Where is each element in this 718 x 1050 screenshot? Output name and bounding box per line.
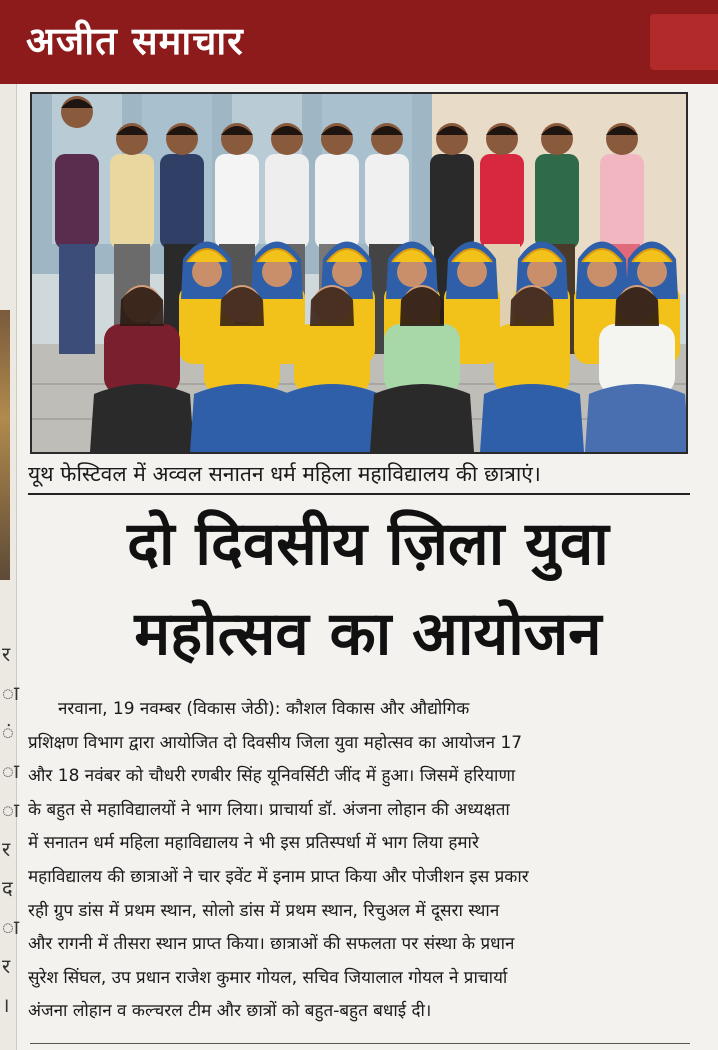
article-line: नरवाना, 19 नवम्बर (विकास जेठी): कौशल विकास और औद्योगिक bbox=[58, 699, 470, 719]
article-line: प्रशिक्षण विभाग द्वारा आयोजित दो दिवसीय जिला युवा महोत्सव का आयोजन 17 bbox=[28, 732, 523, 753]
article-line: सुरेश सिंघल, उप प्रधान राजेश कुमार गोयल, सचिव जियालाल गोयल ने प्राचार्या bbox=[28, 967, 508, 988]
caption-divider bbox=[28, 493, 690, 495]
article-body bbox=[28, 693, 690, 1029]
article-line: के बहुत से महाविद्यालयों ने भाग लिया। प्राचार्या डॉ. अंजना लोहान की अध्यक्षता bbox=[28, 799, 510, 820]
adjacent-column-fragment: । bbox=[2, 993, 10, 1017]
article-line: और रागनी में तीसरा स्थान प्राप्त किया। छात्राओं की सफलता पर संस्था के प्रधान bbox=[28, 934, 515, 955]
adjacent-column-fragment: ा bbox=[2, 681, 20, 705]
adjacent-column-fragment: र bbox=[2, 954, 11, 978]
article-line: रही ग्रुप डांस में प्रथम स्थान, सोलो डांस में प्रथम स्थान, रिचुअल में दूसरा स्थान bbox=[28, 900, 500, 921]
adjacent-column-fragment: ा bbox=[2, 798, 20, 822]
newspaper-name: अजीत समाचार bbox=[26, 19, 244, 63]
article-line: और 18 नवंबर को चौधरी रणबीर सिंह यूनिवर्सिटी जींद में हुआ। जिसमें हरियाणा bbox=[28, 766, 516, 787]
adjacent-column-fragment: र bbox=[2, 642, 11, 666]
group-photo-illustration bbox=[32, 94, 686, 452]
adjacent-column-fragment: ा bbox=[2, 759, 20, 783]
article-line: अंजना लोहान व कल्चरल टीम और छात्रों को बहुत-बहुत बधाई दी। bbox=[28, 1001, 432, 1022]
group-photo bbox=[30, 92, 688, 454]
adjacent-photo-edge bbox=[0, 310, 10, 580]
bottom-divider bbox=[30, 1043, 690, 1044]
adjacent-column-fragment: र bbox=[2, 837, 11, 861]
adjacent-column-fragment: द bbox=[2, 876, 13, 900]
headline-line-1: दो दिवसीय ज़िला युवा bbox=[127, 509, 609, 579]
headline-line-2: महोत्सव का आयोजन bbox=[134, 599, 602, 669]
article-line: महाविद्यालय की छात्राओं ने चार इवेंट में इनाम प्राप्त किया और पोजीशन इस प्रकार bbox=[28, 866, 529, 887]
masthead-corner-box bbox=[650, 14, 718, 70]
article-line: में सनातन धर्म महिला महाविद्यालय ने भी इस प्रतिस्पर्धा में भाग लिया हमारे bbox=[28, 833, 479, 854]
masthead bbox=[0, 0, 718, 84]
photo-caption: यूथ फेस्टिवल में अव्वल सनातन धर्म महिला महाविद्यालय की छात्राएं। bbox=[28, 462, 541, 486]
adjacent-column-fragment: ा bbox=[2, 915, 20, 939]
adjacent-column-fragment: ं bbox=[2, 720, 14, 744]
